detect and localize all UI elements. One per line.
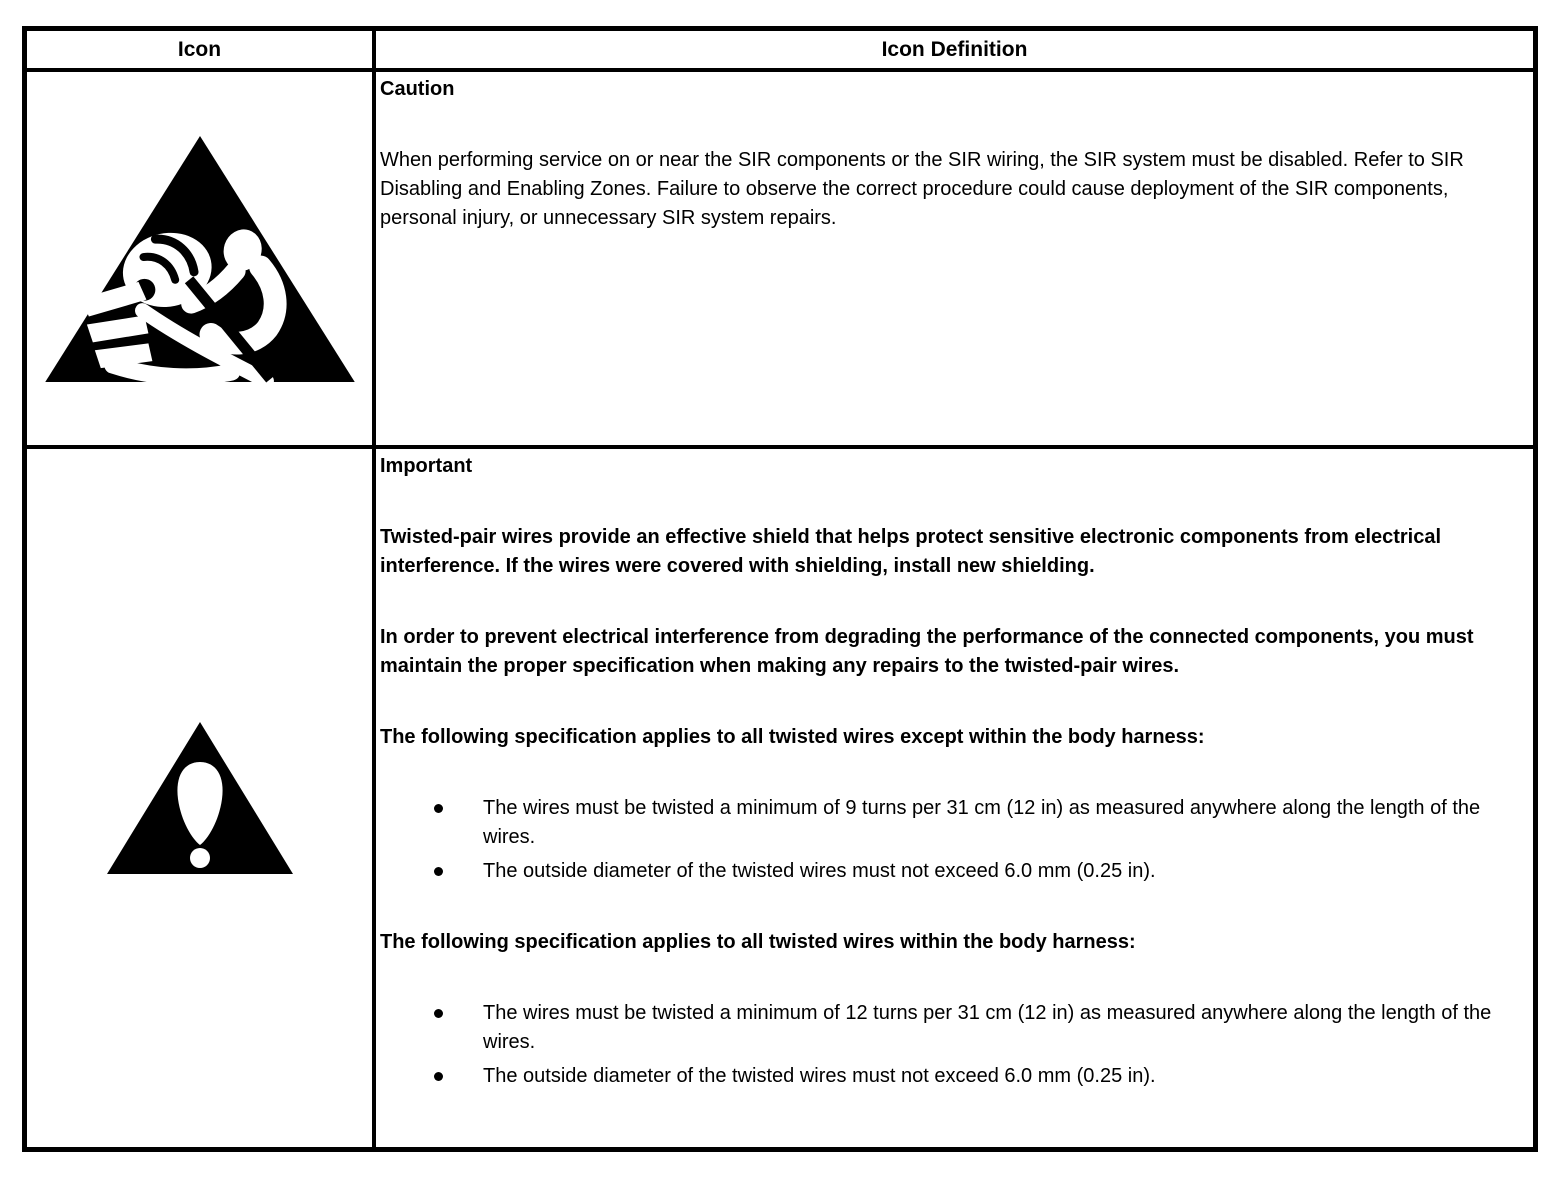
- icon-definition-table: [22, 26, 1538, 1152]
- caution-heading: Caution: [380, 78, 455, 100]
- bullet-item: The outside diameter of the twisted wires must not exceed 6.0 mm (0.25 in).: [483, 857, 1527, 886]
- important-icon-cell: [27, 445, 372, 1147]
- spec-list-except-body-harness: [380, 794, 1527, 886]
- icon-column-header-label: Icon: [177, 37, 222, 61]
- caution-paragraph: When performing service on or near the SIR components or the SIR wiring, the SIR system must be disabled. Refer to SIR Disabling and Enabling Zones. Failure to observe the correct procedure could cause deployment of the SIR components, personal injury, or unnecessary SIR system repairs.: [380, 149, 1464, 229]
- icon-definition-column-header-label: Icon Definition: [881, 37, 1028, 61]
- sir-airbag-caution-icon: [43, 134, 357, 384]
- important-paragraph-2: In order to prevent electrical interference from degrading the performance of the connected components, you must maintain the proper specification when making any repairs to the twisted-pair wires.: [380, 626, 1474, 677]
- icon-column-header: [27, 31, 372, 68]
- spec-list-within-body-harness: [380, 999, 1527, 1091]
- important-paragraph-1: Twisted-pair wires provide an effective shield that helps protect sensitive electronic components from electrical interference. If the wires were covered with shielding, install new shielding.: [380, 526, 1442, 577]
- caution-definition-cell: [372, 68, 1533, 445]
- spec-heading-except-body-harness: The following specification applies to all twisted wires except within the body harness:: [380, 726, 1205, 748]
- warning-exclamation-icon: [105, 720, 295, 876]
- spec-heading-within-body-harness: The following specification applies to all twisted wires within the body harness:: [380, 931, 1136, 953]
- icon-definition-column-header: [372, 31, 1533, 68]
- important-definition-cell: [372, 445, 1533, 1147]
- bullet-item: The wires must be twisted a minimum of 12 turns per 31 cm (12 in) as measured anywhere along the length of the wires.: [483, 999, 1527, 1057]
- caution-icon-cell: [27, 68, 372, 445]
- bullet-item: The outside diameter of the twisted wires must not exceed 6.0 mm (0.25 in).: [483, 1062, 1527, 1091]
- bullet-item: The wires must be twisted a minimum of 9 turns per 31 cm (12 in) as measured anywhere along the length of the wires.: [483, 794, 1527, 852]
- important-heading: Important: [380, 455, 473, 477]
